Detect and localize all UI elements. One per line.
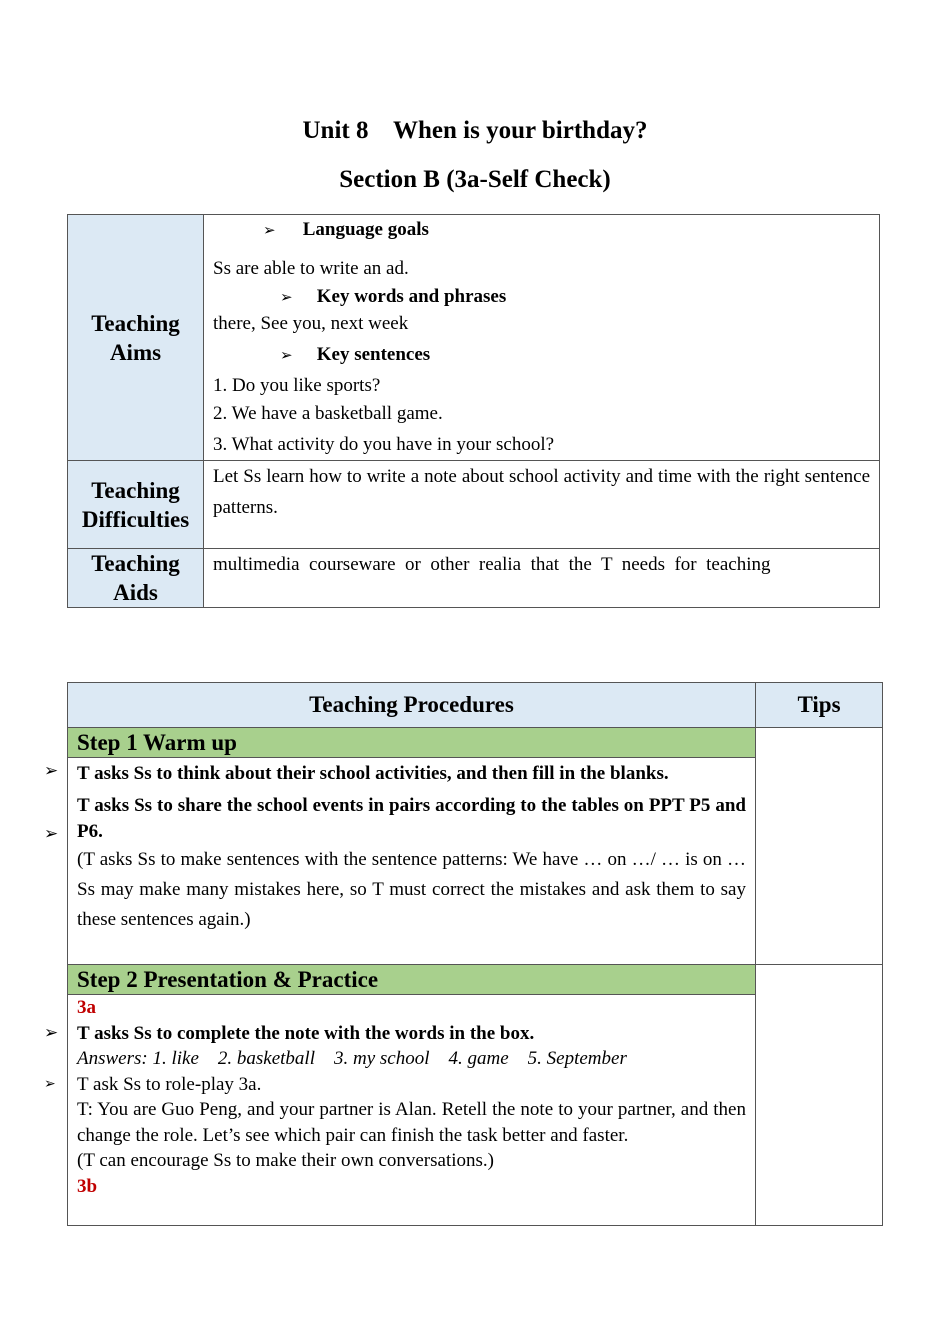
key-sentences-head: Key sentences [316, 344, 431, 365]
arrow-bullet-icon: ➢ [44, 761, 59, 780]
sentence-1: 1. Do you like sports? [213, 375, 381, 396]
procedures-table [67, 682, 883, 1226]
step1-row [68, 728, 883, 965]
language-goals-text: Ss are able to write an ad. [213, 258, 409, 279]
label-3a: 3a [77, 997, 96, 1018]
tips-header: Tips [756, 683, 883, 728]
teaching-aims-content [204, 215, 880, 461]
arrow-bullet-icon: ➢ [44, 1077, 56, 1092]
arrow-bullet-icon: ➢ [280, 290, 293, 306]
procedures-header: Teaching Procedures [68, 683, 756, 728]
aims-row [68, 215, 880, 461]
aids-row [68, 549, 880, 608]
step2-answers: Answers: 1. like 2. basketball 3. my school 4. game 5. September [77, 1048, 627, 1069]
key-words-head: Key words and phrases [316, 286, 507, 307]
step1-tips-cell [756, 728, 883, 965]
arrow-bullet-icon: ➢ [44, 1023, 59, 1042]
page-title: Unit 8 When is your birthday? [302, 117, 648, 144]
arrow-bullet-icon: ➢ [44, 824, 59, 843]
step1-item-2: T asks Ss to share the school events in pairs according to the tables on PPT P5 and P6. [77, 795, 746, 842]
step2-item-2: T ask Ss to role-play 3a. [77, 1073, 262, 1095]
teaching-aids-text: multimedia courseware or other realia that the T needs for teaching [204, 549, 880, 608]
difficulties-row [68, 461, 880, 549]
aims-table [67, 214, 880, 608]
step2-cell [68, 965, 756, 1226]
step1-item-1: T asks Ss to think about their school activities, and then fill in the blanks. [77, 763, 669, 784]
language-goals-head: Language goals [302, 219, 429, 240]
step2-row [68, 965, 883, 1226]
sentence-2: 2. We have a basketball game. [213, 403, 443, 424]
arrow-bullet-icon: ➢ [280, 348, 293, 364]
page-subtitle: Section B (3a-Self Check) [339, 166, 611, 193]
step2-para-2: (T can encourage Ss to make their own conversations.) [77, 1150, 494, 1171]
sentence-3: 3. What activity do you have in your school? [213, 434, 555, 455]
step1-note: (T asks Ss to make sentences with the sentence patterns: We have … on …/ … is on … Ss may make many mistakes here, so T must correct the mistakes and ask them to say these sentences again.) [77, 849, 746, 930]
label-3b: 3b [77, 1175, 98, 1197]
teaching-aids-label: Teaching Aids [68, 549, 204, 608]
step2-tips-cell [756, 965, 883, 1226]
teaching-aims-label: Teaching Aims [68, 215, 204, 461]
step1-title: Step 1 Warm up [68, 728, 755, 758]
procedures-header-row [68, 683, 883, 728]
arrow-bullet-icon: ➢ [263, 223, 276, 239]
key-words-text: there, See you, next week [213, 313, 409, 334]
step2-title: Step 2 Presentation & Practice [68, 965, 755, 995]
step2-para-1: T: You are Guo Peng, and your partner is Alan. Retell the note to your partner, and then change the role. Let’s see which pair can finish the task better and faster. [77, 1099, 746, 1146]
step2-item-1: T asks Ss to complete the note with the words in the box. [77, 1022, 535, 1044]
teaching-difficulties-text: Let Ss learn how to write a note about school activity and time with the right sentence patterns. [204, 461, 880, 549]
teaching-difficulties-label: Teaching Difficulties [68, 461, 204, 549]
step1-cell [68, 728, 756, 965]
